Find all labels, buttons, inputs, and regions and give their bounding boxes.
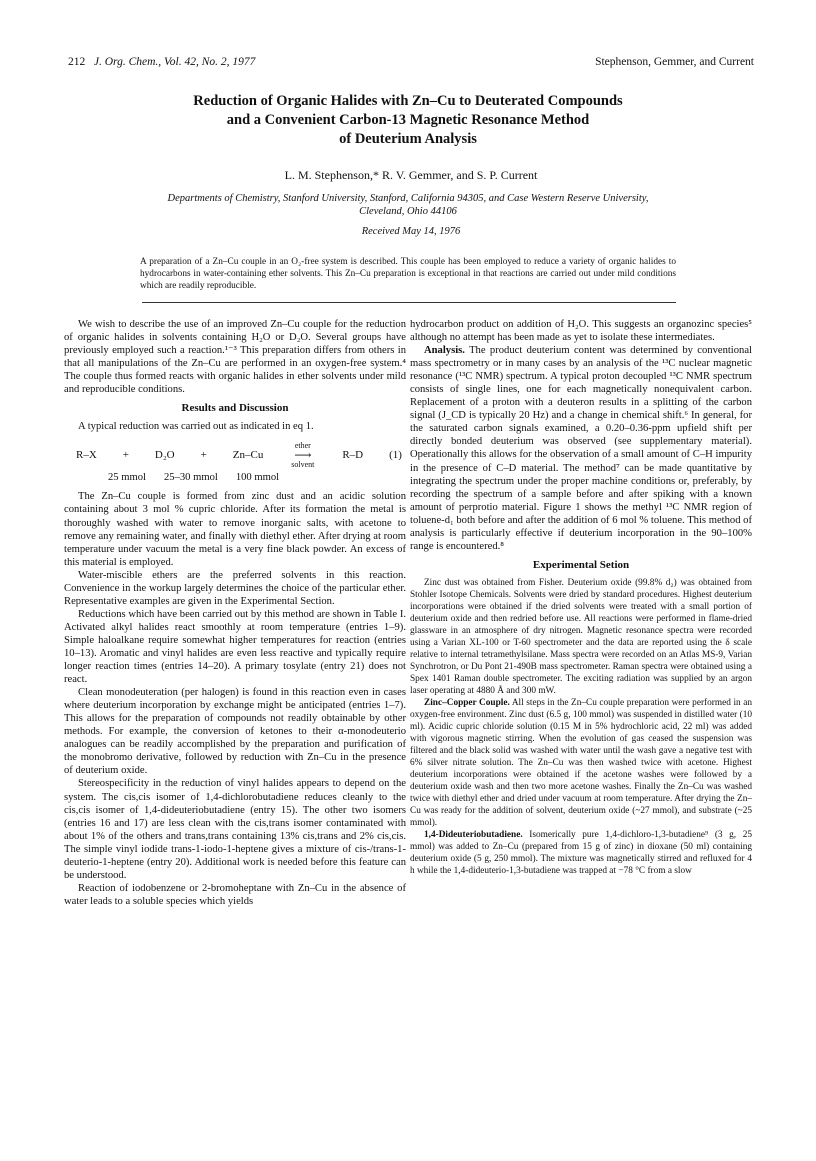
left-column (64, 318, 406, 908)
zn-cu-text: All steps in the Zn–Cu couple preparation were performed in an oxygen-free environment. Zinc dust (6.5 g, 100 mmol) was suspended in distilled water (10 ml). Acidic cupric chloride solution (0.15 M in 5% hydrochloric acid, 22 ml) was added with vigorous magnetic stirring. When the evolution of gas ceased the suspension was filtered and the black solid was washed with water until the wash gave a negative test with 6% silver nitrate solution. The Zn–Cu was then washed twice with acetone. Highest deuterium incorporations were obtained if the acetone washes were followed by a deuterium oxide wash and then two more acetone washes. Finally the Zn–Cu was washed twice with diethyl ether and dried under vacuum at room temperature. After drying the Zn–Cu was ready for the addition of solvent, deuterium oxide (~27 mmol), and substrate (~25 mmol). (410, 697, 752, 828)
equation-amounts (108, 471, 406, 484)
abstract: A preparation of a Zn–Cu couple in an O₂-free system is described. This couple has been employed to reduce a variety of organic halides to hydrocarbons in water-containing ether solvents. This Zn–Cu preparation is exceptional in that reactions are carried out under mild conditions which are readily reproducible. (140, 257, 676, 291)
eq-arrow-bottom-label: solvent (291, 460, 315, 470)
eq-plus-1: + (122, 448, 129, 461)
abstract-divider (142, 302, 676, 303)
title-line-2: and a Convenient Carbon-13 Magnetic Resonance Method (226, 112, 590, 128)
journal-citation: J. Org. Chem., Vol. 42, No. 2, 1977 (93, 56, 256, 68)
eq-amount-2: 25–30 mmol (163, 472, 218, 484)
eq-product: R–D (342, 448, 364, 461)
paragraph: hydrocarbon product on addition of H₂O. This suggests an organozinc species⁵ although no attempt has been made as yet to isolate these intermediates. (410, 319, 752, 344)
title-line-3: of Deuterium Analysis (339, 131, 477, 147)
header-authors: Stephenson, Gemmer, and Current (595, 56, 754, 68)
zn-cu-paragraph (410, 697, 752, 829)
received-date: Received May 14, 1976 (361, 226, 461, 237)
eq-plus-2: + (200, 448, 207, 461)
dideuteriobutadiene-text: Isomerically pure 1,4-dichloro-1,3-butadiene⁹ (3 g, 25 mmol) was added to Zn–Cu (prepared from 15 g of zinc) in dioxane (50 ml) containing deuterium oxide (5 g, 250 mmol). The mixture was magnetically stirred and refluxed for 4 h while the 1,4-dideuterio-1,3-butadiene was trapped at −78 °C from a slow (410, 829, 752, 876)
dideuteriobutadiene-paragraph (410, 829, 752, 877)
analysis-paragraph (410, 344, 752, 553)
right-arrow-icon: ⟶ (294, 448, 312, 463)
paragraph: Reaction of iodobenzene or 2-bromoheptane with Zn–Cu in the absence of water leads to a soluble species which yields (64, 882, 406, 907)
eq-reaction-arrow (291, 441, 314, 469)
paragraph: Stereospecificity in the reduction of vinyl halides appears to depend on the system. The cis,cis isomer of 1,4-dichlorobutadiene reduces cleanly to the cis,cis isomer of 1,4-dideuteriobutadiene (entry 15). The other two isomers (entries 16 and 17) are less clean with the cis,trans isomer contaminated with about 1% of the others and trans,trans containing 13% cis,trans and 2% cis,cis. The simple vinyl iodide trans-1-iodo-1-heptene gives a mixture of cis-/trans-1-deuterio-1-heptene (entry 20). Additional work is needed before this feature can be understood. (64, 778, 406, 881)
running-header (68, 56, 754, 72)
affiliation-line-2: Cleveland, Ohio 44106 (359, 206, 457, 217)
run-in-heading-dideuteriobutadiene: 1,4-Dideuteriobutadiene. (424, 829, 523, 840)
run-in-heading-zn-cu: Zinc–Copper Couple. (424, 697, 510, 708)
affiliation (100, 192, 716, 218)
equation-1 (76, 441, 402, 469)
right-column (410, 318, 752, 877)
eq-number: (1) (389, 448, 402, 461)
affiliation-line-1: Departments of Chemistry, Stanford University, Stanford, California 94305, and Case Western Reserve University, (167, 193, 649, 204)
eq-amount-3: 100 mmol (235, 472, 280, 484)
paragraph: Water-miscible ethers are the preferred solvents in this reaction. Convenience in the workup largely determines the choice of the particular ether. Representative examples are given in the Experimental Section. (64, 569, 406, 607)
paragraph: Clean monodeuteration (per halogen) is found in this reaction even in cases where deuterium incorporation by exchange might be anticipated (entries 1–7). This allows for the preparation of compounds not readily obtainable by other methods. For example, the conversion of ketones to their α-monodeuterio analogues can be readily accomplished by the preparation and purification of the monobromo derivative, followed by reduction with Zn–Cu in the presence of deuterium oxide. (64, 687, 406, 777)
eq-reactant-1: R–X (76, 448, 97, 461)
paragraph: The Zn–Cu couple is formed from zinc dust and an acidic solution containing about 3 mol % cupric chloride. After its formation the metal is thoroughly washed with water to remove inorganic salts, with acetone to remove any remaining water, and finally with diethyl ether. After drying at room temperature under vacuum the metal is a very fine black powder. An excess of this material is employed. (64, 491, 406, 568)
experimental-text (410, 577, 752, 877)
eq-reactant-2: D₂O (154, 448, 175, 461)
analysis-text: The product deuterium content was determined by conventional mass spectrometry or in many cases by an analysis of the ¹³C nuclear magnetic resonance (¹³C NMR) spectrum. A typical proton decoupled ¹³C NMR spectrum consists of single lines, one for each magnetically nonequivalent carbon. Replacement of a proton with a deuteron results in a splitting of the carbon signal (J_CD is typically 20 Hz) and a change in chemical shift.⁶ In general, for the saturated carbon signals examined, a 0.20–0.36-ppm upfield shift per directly bonded deuterium was observed (see supplementary material). Operationally this allows for the observation of a small amount of C–H impurity in the presence of C–D material. The method⁷ can be made quantitative by integrating the spectrum under the proper machine conditions or, preferably, by recording the spectrum of a sample before and after spiking with a known amount of perprotio material. Figure 1 shows the methyl ¹³C NMR region of toluene-d₁ both before and after the addition of 6 mol % toluene. This method of analysis is particularly effective if deuterium incorporation in the 90–100% range is encountered.⁸ (410, 345, 752, 552)
section-heading-results: Results and Discussion (181, 402, 289, 415)
section-heading-experimental: Experimental Setion (532, 558, 630, 571)
eq-reactant-3: Zn–Cu (232, 448, 264, 461)
paragraph: A typical reduction was carried out as indicated in eq 1. (78, 421, 314, 433)
paragraph: Zinc dust was obtained from Fisher. Deuterium oxide (99.8% d₂) was obtained from Stohler Isotope Chemicals. Solvents were dried by standard procedures. Highest deuterium incorporations were obtained if the dried solvents were treated with a small portion of deuterium oxide and then redried before use. All reactions were performed in flame-dried glassware in an atmosphere of dry nitrogen. Magnetic resonance spectra were recorded using a Varian XL-100 or T-60 spectrometer and the data are reported using the δ scale relative to internal tetramethylsilane. Mass spectra were recorded on an Atlas MS-9, Varian Synchrotron, or Du Pont 21-490B mass spectrometer. Raman spectra were obtained using a Spex 1401 Raman double spectrometer. The exciting radiation was supplied by an argon laser operating at 4880 Å and 300 mW. (410, 577, 752, 696)
eq-amount-1: 25 mmol (108, 472, 146, 484)
intro-paragraph: We wish to describe the use of an improved Zn–Cu couple for the reduction of organic halides in solvents containing H₂O or D₂O. Several groups have previously employed such a reaction.¹⁻³ This preparation differs from others in that all manipulations of the Zn–Cu are performed in an oxygen-free system.⁴ The couple thus formed reacts with organic halides in ether solvents under mild and reproducible conditions. (64, 319, 406, 396)
paragraph: Reductions which have been carried out by this method are shown in Table I. Activated alkyl halides react smoothly at room temperature (entries 1–9). Simple haloalkane require somewhat higher temperatures for reaction (entries 10–13). Aromatic and vinyl halides are even less reactive and typically require longer reaction times (entries 14–20). A primary tosylate (entry 21) does not react. (64, 608, 406, 686)
run-in-heading-analysis: Analysis. (424, 345, 465, 357)
eq-arrow-top-label: ether (294, 441, 311, 451)
page-number: 212 (68, 56, 86, 68)
article-title (120, 92, 696, 149)
title-line-1: Reduction of Organic Halides with Zn–Cu to Deuterated Compounds (193, 93, 623, 109)
header-left (68, 56, 255, 68)
author-list: L. M. Stephenson,* R. V. Gemmer, and S. P. Current (284, 168, 538, 182)
